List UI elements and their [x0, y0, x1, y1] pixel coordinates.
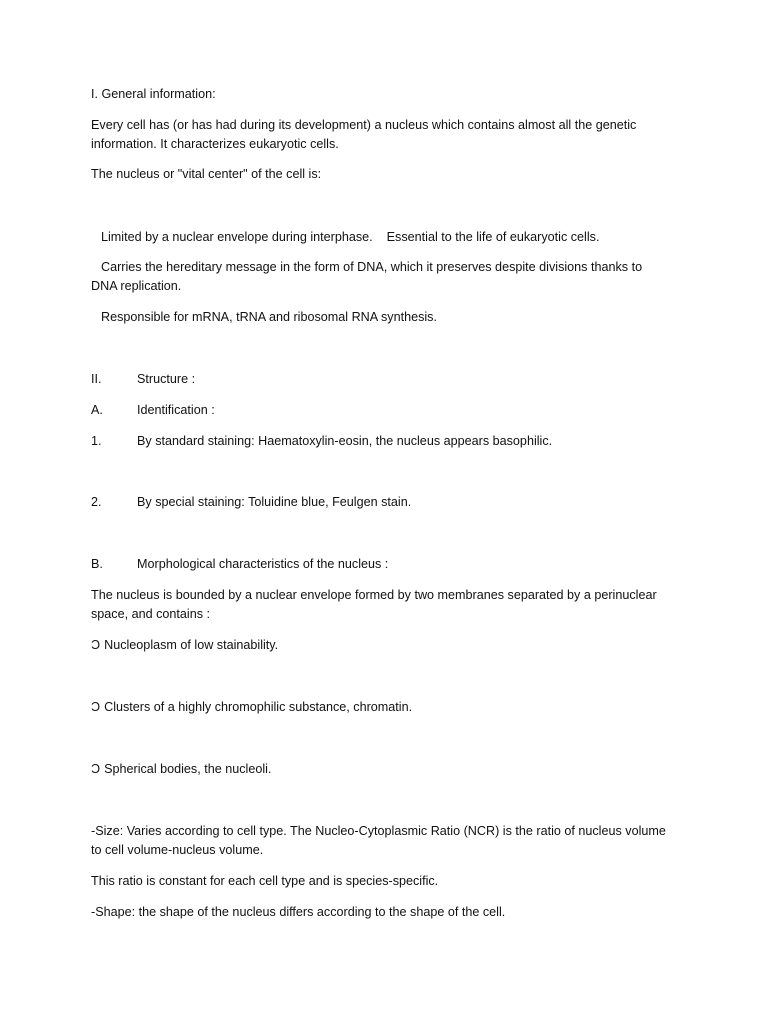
section-1-heading: I. General information:: [91, 87, 216, 101]
paragraph-1-line-2: information. It characterizes eukaryotic cells.: [91, 137, 339, 151]
bullet-glyph-icon: Ͻ: [91, 762, 101, 776]
section-2-title: Structure :: [137, 372, 196, 386]
item-1-text: By standard staining: Haematoxylin-eosin, the nucleus appears basophilic.: [137, 434, 553, 448]
bullet-item: [91, 760, 271, 779]
bullet-text: Clusters of a highly chromophilic substance, chromatin.: [104, 700, 413, 714]
bullet-item: [91, 636, 278, 655]
section-2-number: II.: [91, 372, 102, 386]
section-b-title: Morphological characteristics of the nucleus :: [137, 557, 389, 571]
ratio-line: This ratio is constant for each cell type and is species-specific.: [91, 874, 439, 888]
section-a-title: Identification :: [137, 403, 215, 417]
list-item-1a: Limited by a nuclear envelope during interphase.: [101, 230, 373, 244]
section-b-number: B.: [91, 557, 103, 571]
bullet-text: Spherical bodies, the nucleoli.: [104, 762, 272, 776]
bullet-glyph-icon: Ͻ: [91, 638, 101, 652]
list-item-2-line-2: DNA replication.: [91, 279, 182, 293]
bullet-item: [91, 698, 412, 717]
size-line-1: -Size: Varies according to cell type. The Nucleo-Cytoplasmic Ratio (NCR) is the ratio of nucleus volume: [91, 824, 666, 838]
list-item-1b: Essential to the life of eukaryotic cells.: [386, 230, 600, 244]
shape-line: -Shape: the shape of the nucleus differs according to the shape of the cell.: [91, 905, 506, 919]
item-2-number: 2.: [91, 495, 102, 509]
paragraph-1-line-1: Every cell has (or has had during its development) a nucleus which contains almost all the genetic: [91, 118, 637, 132]
item-2-text: By special staining: Toluidine blue, Feulgen stain.: [137, 495, 412, 509]
bullet-glyph-icon: Ͻ: [91, 700, 101, 714]
paragraph-3-line-2: space, and contains :: [91, 607, 211, 621]
list-item-2-line-1: Carries the hereditary message in the form of DNA, which it preserves despite divisions thanks to: [101, 260, 643, 274]
item-1-number: 1.: [91, 434, 102, 448]
bullet-text: Nucleoplasm of low stainability.: [104, 638, 279, 652]
section-a-number: A.: [91, 403, 103, 417]
list-item-1: [101, 228, 599, 247]
paragraph-3-line-1: The nucleus is bounded by a nuclear envelope formed by two membranes separated by a perinuclear: [91, 588, 657, 602]
list-item-3: Responsible for mRNA, tRNA and ribosomal RNA synthesis.: [101, 310, 437, 324]
size-line-2: to cell volume-nucleus volume.: [91, 843, 264, 857]
paragraph-2: The nucleus or "vital center" of the cell is:: [91, 167, 322, 181]
